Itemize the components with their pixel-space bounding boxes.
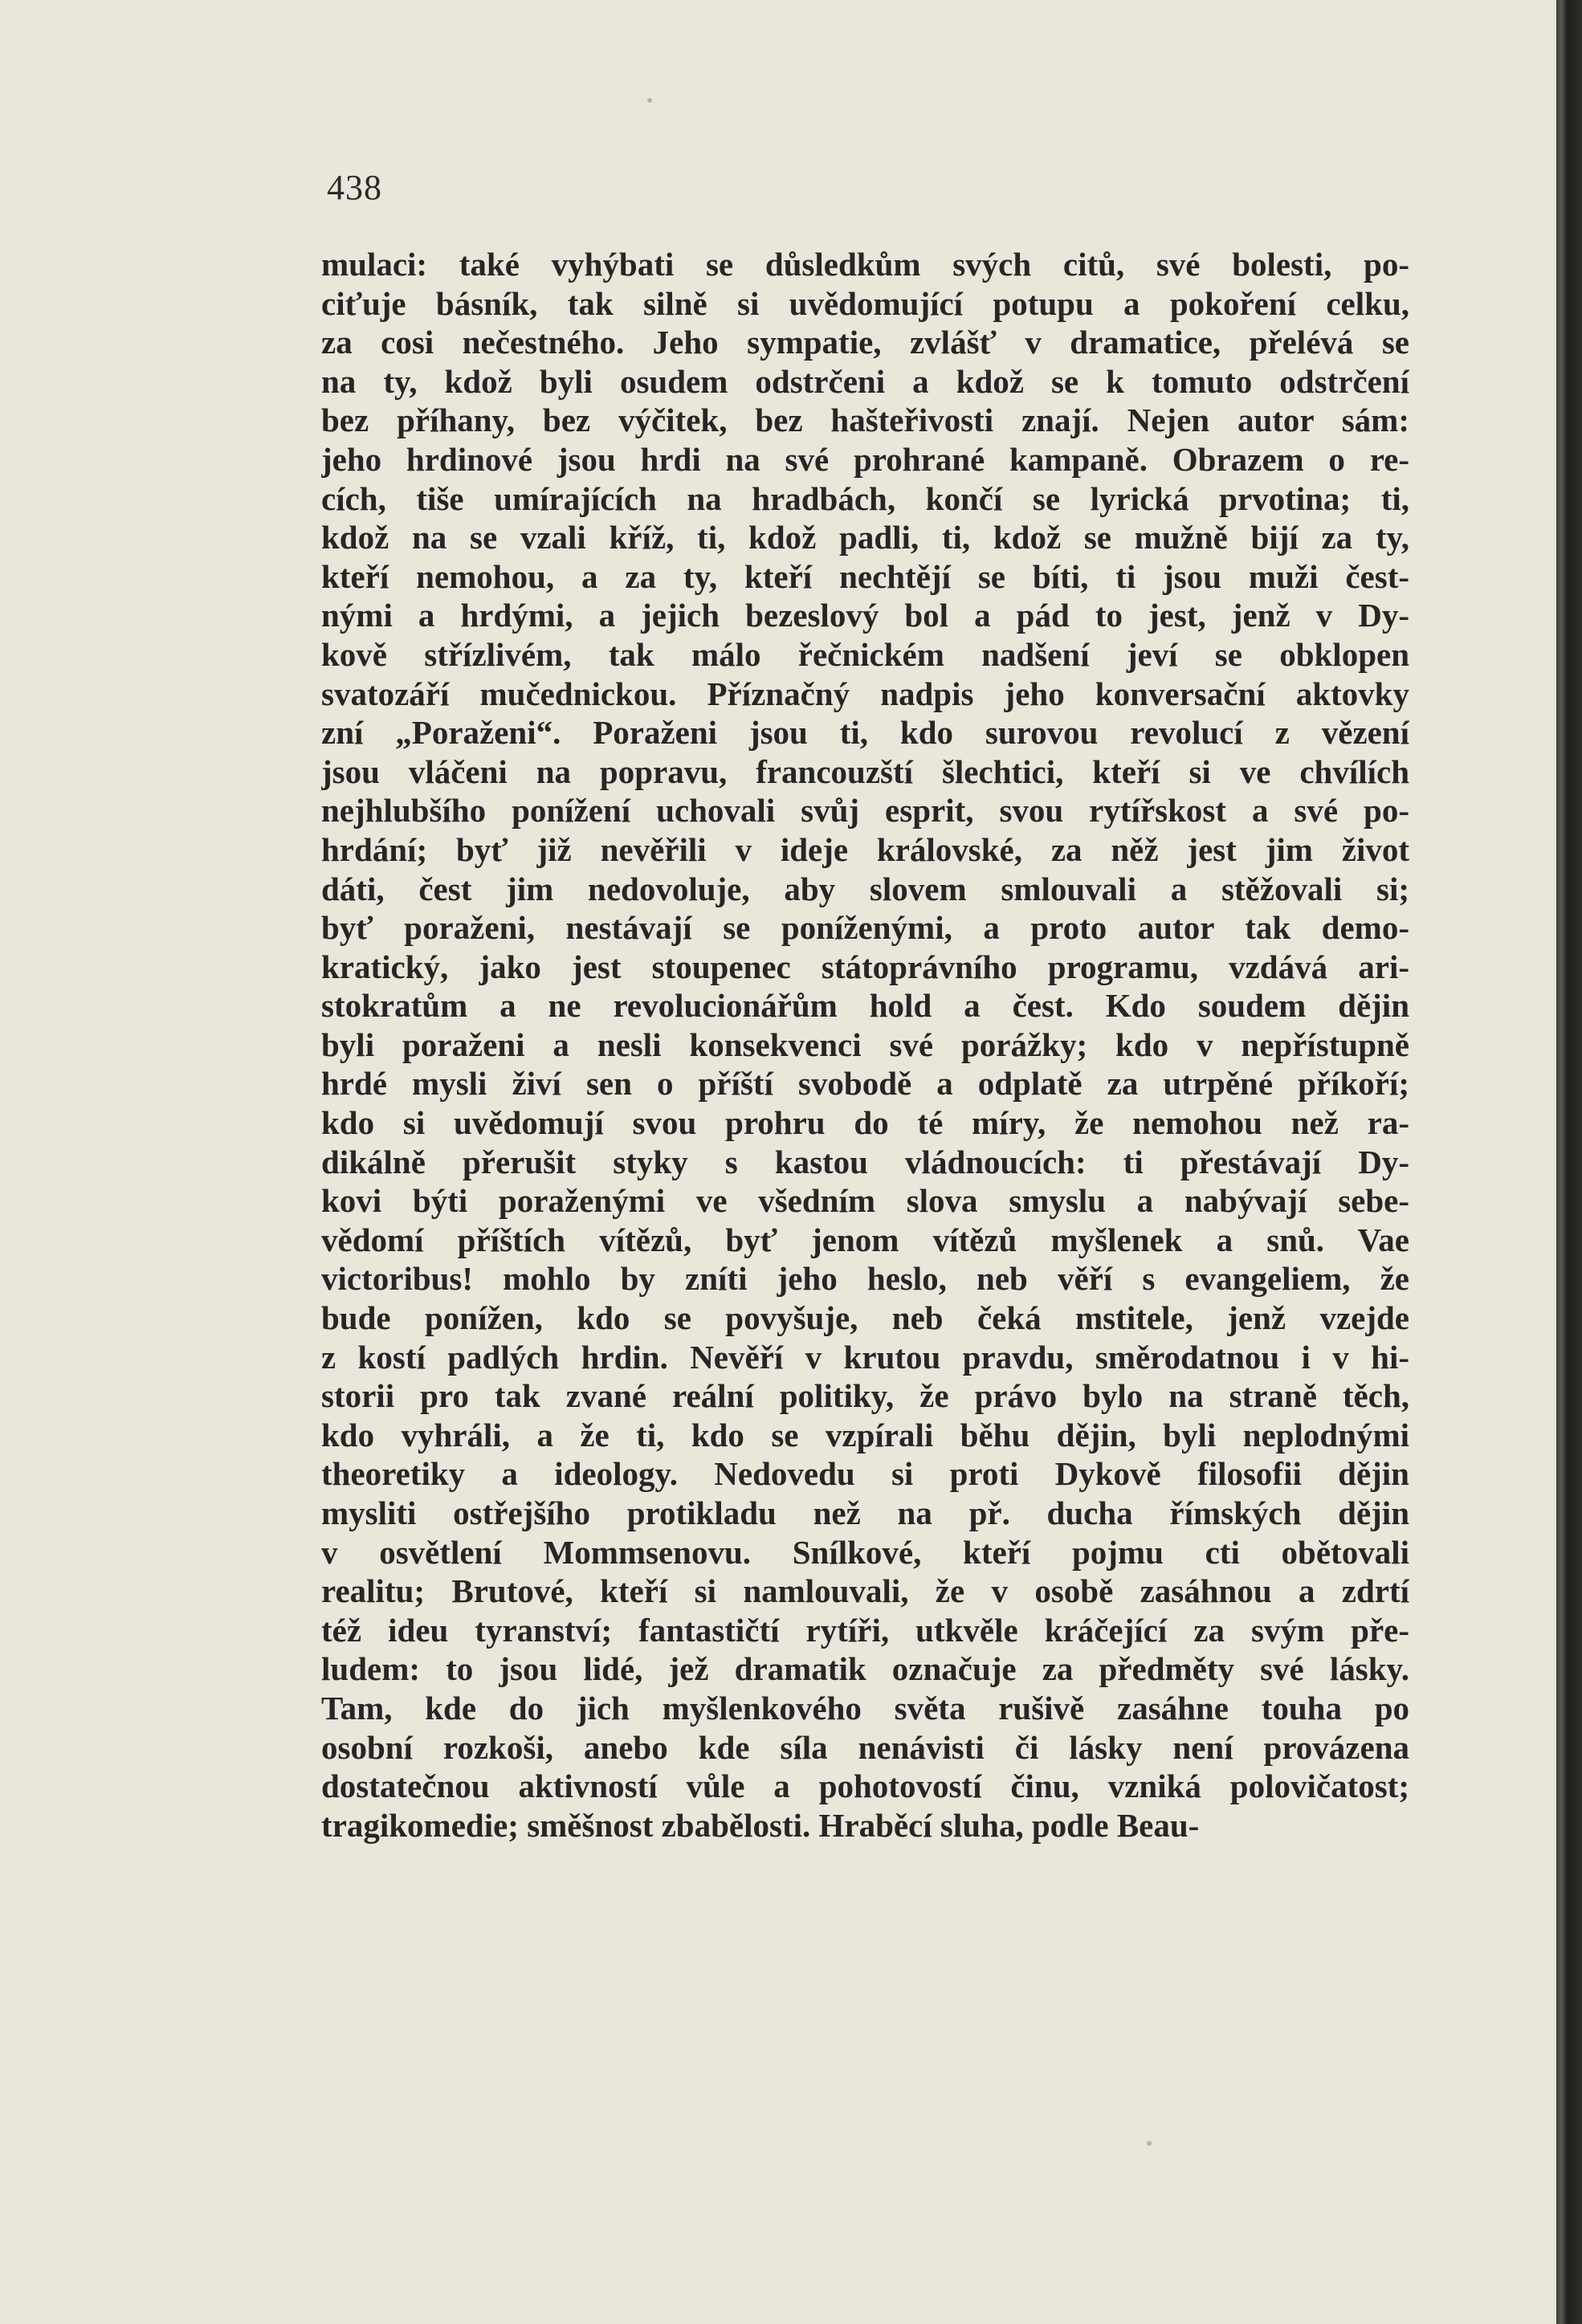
text-line: byli poraženi a nesli konsekvenci své porážky; kdo v nepřístupně — [321, 1025, 1409, 1063]
text-line: kovi býti poraženými ve všedním slova smyslu a nabývají sebe- — [321, 1182, 1409, 1220]
text-line: hrdání; byť již nevěřili v ideje královské, za něž jest jim život — [321, 830, 1409, 868]
text-line: na ty, kdož byli osudem odstrčeni a kdož se k tomuto odstrčení — [321, 362, 1409, 400]
text-line: osobní rozkoši, anebo kde síla nenávisti či lásky není provázena — [321, 1728, 1409, 1766]
text-line: ludem: to jsou lidé, jež dramatik označuje za předměty své lásky. — [321, 1650, 1409, 1688]
paper-speck — [647, 98, 652, 103]
text-line: bez příhany, bez výčitek, bez hašteřivosti znají. Nejen autor sám: — [321, 402, 1409, 439]
paper-speck — [1147, 2141, 1152, 2146]
text-line: kdo vyhráli, a že ti, kdo se vzpírali běhu dějin, byli neplodnými — [321, 1416, 1409, 1454]
text-line: mysliti ostřejšího protikladu než na př. ducha římských dějin — [321, 1494, 1409, 1531]
text-line: mulaci: také vyhýbati se důsledkům svých citů, své bolesti, po- — [321, 246, 1409, 283]
text-line: kratický, jako jest stoupenec státoprávního programu, vzdává ari- — [321, 948, 1409, 985]
text-line: Tam, kde do jich myšlenkového světa rušivě zasáhne touha po — [321, 1689, 1409, 1727]
text-line: též ideu tyranství; fantastičtí rytíři, utkvěle kráčející za svým pře- — [321, 1611, 1409, 1649]
text-line: svatozáří mučednickou. Příznačný nadpis jeho konversační aktovky — [321, 675, 1409, 712]
text-line: nými a hrdými, a jejich bezeslový bol a pád to jest, jenž v Dy- — [321, 597, 1409, 634]
text-line: z kostí padlých hrdin. Nevěří v krutou pravdu, směrodatnou i v hi- — [321, 1338, 1409, 1376]
text-line: zní „Poraženi“. Poraženi jsou ti, kdo surovou revolucí z vězení — [321, 714, 1409, 752]
text-line: kdož na se vzali kříž, ti, kdož padli, ti, kdož se mužně bijí za ty, — [321, 519, 1409, 557]
text-line: jsou vláčeni na popravu, francouzští šlechtici, kteří si ve chvílích — [321, 752, 1409, 790]
text-line: jeho hrdinové jsou hrdi na své prohrané kampaně. Obrazem o re- — [321, 440, 1409, 478]
text-line: v osvětlení Mommsenovu. Snílkové, kteří pojmu cti obětovali — [321, 1533, 1409, 1571]
body-text — [321, 245, 1409, 1845]
text-line: bude ponížen, kdo se povyšuje, neb čeká mstitele, jenž vzejde — [321, 1299, 1409, 1337]
text-line: kteří nemohou, a za ty, kteří nechtějí se bíti, ti jsou muži čest- — [321, 557, 1409, 595]
book-binding-edge — [1556, 0, 1582, 2324]
text-line: kdo si uvědomují svou prohru do té míry, že nemohou než ra- — [321, 1104, 1409, 1142]
text-line: theoretiky a ideology. Nedovedu si proti Dykově filosofii dějin — [321, 1455, 1409, 1493]
text-line: ciťuje básník, tak silně si uvědomující potupu a pokoření celku, — [321, 284, 1409, 322]
page-number: 438 — [327, 168, 382, 207]
text-line: vědomí příštích vítězů, byť jenom vítězů myšlenek a snů. Vae — [321, 1221, 1409, 1258]
text-line: byť poraženi, nestávají se poníženými, a proto autor tak demo- — [321, 909, 1409, 947]
text-line: victoribus! mohlo by zníti jeho heslo, neb věří s evangeliem, že — [321, 1260, 1409, 1298]
text-line: dostatečnou aktivností vůle a pohotovostí činu, vzniká polovičatost; — [321, 1767, 1409, 1805]
text-line: dikálně přerušit styky s kastou vládnoucích: ti přestávají Dy- — [321, 1143, 1409, 1180]
text-line: cích, tiše umírajících na hradbách, končí se lyrická prvotina; ti, — [321, 479, 1409, 517]
text-line: storii pro tak zvané reální politiky, že právo bylo na straně těch, — [321, 1377, 1409, 1415]
text-line: stokratům a ne revolucionářům hold a čest. Kdo soudem dějin — [321, 987, 1409, 1025]
text-line: dáti, čest jim nedovoluje, aby slovem smlouvali a stěžovali si; — [321, 870, 1409, 907]
text-line: kově střízlivém, tak málo řečnickém nadšení jeví se obklopen — [321, 635, 1409, 673]
text-line: za cosi nečestného. Jeho sympatie, zvlášť v dramatice, přelévá se — [321, 324, 1409, 361]
text-line: nejhlubšího ponížení uchovali svůj esprit, svou rytířskost a své po- — [321, 792, 1409, 830]
text-line: hrdé mysli živí sen o příští svobodě a odplatě za utrpěné příkoří; — [321, 1065, 1409, 1103]
text-line: tragikomedie; směšnost zbabělosti. Hraběcí sluha, podle Beau- — [321, 1806, 1200, 1844]
text-line: realitu; Brutové, kteří si namlouvali, že v osobě zasáhnou a zdrtí — [321, 1572, 1409, 1610]
